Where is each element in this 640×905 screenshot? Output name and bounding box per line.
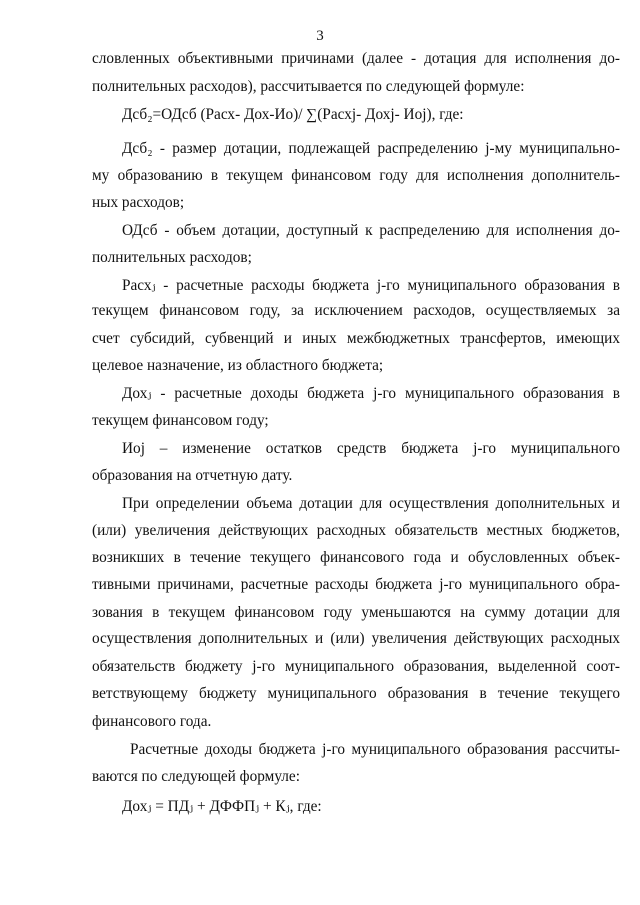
text-line: му образованию в текущем финансовом году для исполнения дополнитель-	[92, 167, 620, 184]
text-line: тивными причинами, расчетные расходы бюджета j-го муниципального обра-	[92, 576, 620, 593]
text-line: Расчетные доходы бюджета j-го муниципального образования рассчиты-	[130, 741, 620, 758]
text-line: Дохⱼ - расчетные доходы бюджета j-го муниципального образования в	[122, 385, 620, 402]
text-line: полнительных расходов), рассчитывается по следующей формуле:	[92, 78, 525, 95]
text-line: обязательств бюджету j-го муниципального образования, выделенной соот-	[92, 658, 620, 675]
text-line: образования на отчетную дату.	[92, 467, 293, 484]
text-line: ваются по следующей формуле:	[92, 768, 300, 785]
text-line: текущем финансовом году;	[92, 412, 269, 429]
page-number: 3	[316, 28, 324, 44]
text-line: возникших в течение текущего финансового года и обусловленных объек-	[92, 549, 620, 566]
text-line: зования в текущем финансовом году уменьшаются на сумму дотации для	[92, 604, 620, 621]
text-line: Дсб₂ - размер дотации, подлежащей распределению j-му муниципально-	[122, 140, 620, 157]
text-line: финансового года.	[92, 713, 212, 730]
text-line: (или) увеличения действующих расходных обязательств местных бюджетов,	[92, 522, 620, 539]
text-line: осуществления дополнительных и (или) увеличения действующих расходных	[92, 630, 620, 647]
text-line: Дохⱼ = ПДⱼ + ДФФПⱼ + Кⱼ, где:	[122, 798, 322, 815]
text-line: Расхⱼ - расчетные расходы бюджета j-го муниципального образования в	[122, 277, 620, 294]
text-line: При определении объема дотации для осуществления дополнительных и	[122, 495, 620, 512]
text-line: словленных объективными причинами (далее - дотация для исполнения до-	[92, 50, 620, 67]
text-line: ОДсб - объем дотации, доступный к распределению для исполнения до-	[122, 222, 620, 239]
text-line: текущем финансовом году, за исключением расходов, осуществляемых за	[92, 302, 620, 319]
text-line: ветствующему бюджету муниципального образования в течение текущего	[92, 685, 620, 702]
text-line: полнительных расходов;	[92, 249, 252, 266]
text-line: ных расходов;	[92, 194, 185, 211]
text-line: Иоj – изменение остатков средств бюджета j-го муниципального	[122, 440, 620, 457]
text-line: Дсб₂=ОДсб (Расх- Дох-Ио)/ ∑(Расхj- Дохj- Иоj), где:	[122, 106, 464, 123]
text-line: счет субсидий, субвенций и иных межбюджетных трансфертов, имеющих	[92, 330, 620, 347]
text-line: целевое назначение, из областного бюджета;	[92, 357, 384, 374]
